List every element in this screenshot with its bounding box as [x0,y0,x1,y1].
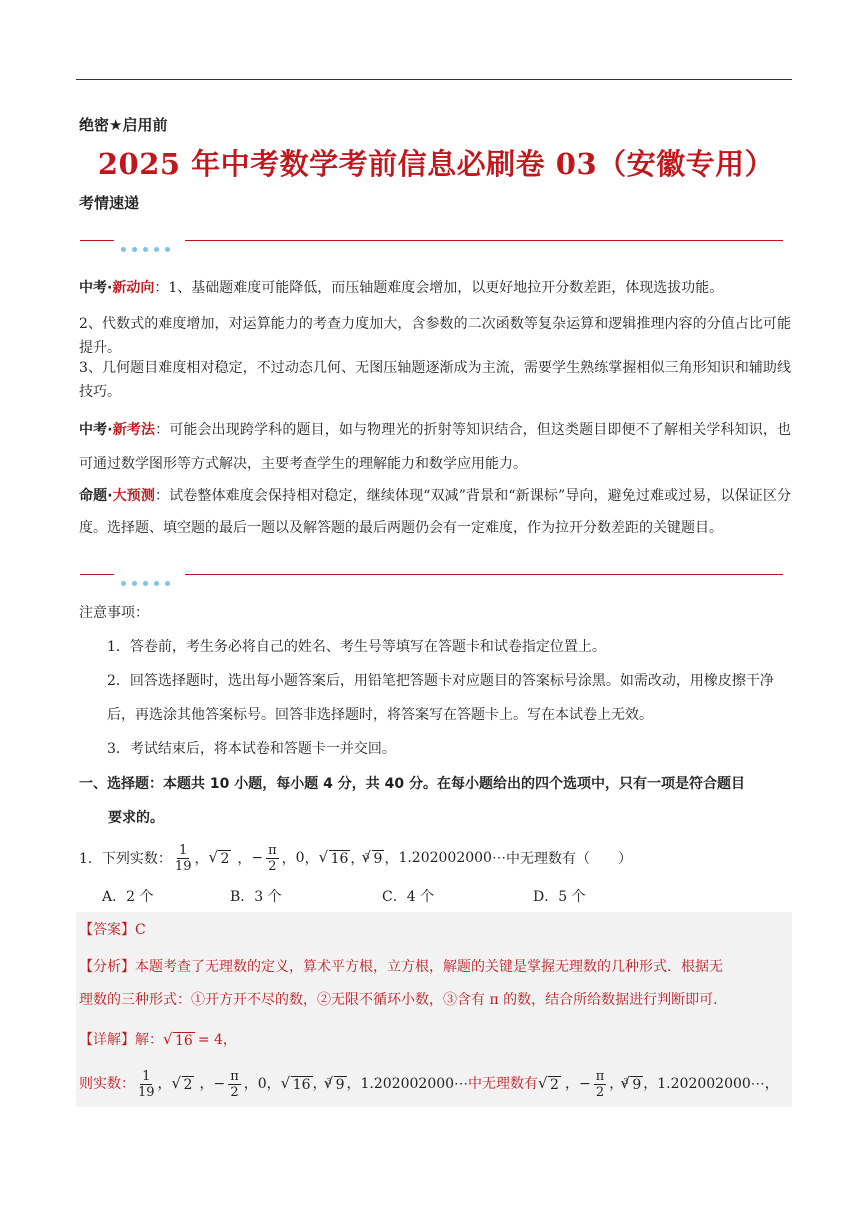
ans-cbrt-9: √ 9 [630,1076,643,1093]
divider-top [80,237,783,245]
section-heading-cont: 要求的。 [108,810,164,826]
method-label-highlight: 新考法 [112,422,156,438]
q1-prefix: 1．下列实数： [79,851,172,867]
detail-line: 【详解】解： √ 16 = 4， [79,1025,791,1055]
trend-label-highlight: 新动向 [112,280,155,296]
predict-label-highlight: 大预测 [112,488,156,504]
notice-item-3: 3．考试结束后，将本试卷和答题卡一并交回。 [107,741,396,757]
section-heading: 一、选择题：本题共 10 小题，每小题 4 分，共 40 分。在每小题给出的四个选项中，只有一项是符合题目 [79,776,745,792]
trend-label-prefix: 中考· [79,280,113,296]
cube-root-index: 3 [364,851,370,861]
notice-title: 注意事项： [79,605,149,621]
q1-suffix: 中无理数有（ ） [505,851,632,867]
then-sqrt-2: √ 2 [182,1076,195,1093]
cbrt-9: √ 9 [372,850,385,867]
divider-bottom [80,571,783,579]
repeating-decimal: 1.202002000⋯ [398,850,506,866]
then-sqrt-16: √ 16 [291,1076,313,1093]
method-label-prefix: 中考· [79,422,113,438]
ans-sqrt-2: √ 2 [548,1076,561,1093]
page-title: 2025 年中考数学考前信息必刷卷 03（安徽专用） [97,147,775,181]
option-a[interactable]: A．2 个 [102,889,154,905]
sqrt-2: √ 2 [218,850,231,867]
then-line: 则实数： $\frac{1}{19}$ ， √ 2 ， − $\frac{\pi}{2}$ ， 0 ， √ 16 ， 3 √ 9 ， 1.202002000⋯ 中无理数有 √ 2 ， − $\frac{\pi}{2}$ ， 3 √ 9 ， 1.202002000⋯ ， [79,1064,791,1104]
method-text: ：可能会出现跨学科的题目，如与物理光的折射等知识结合，但这类题目即便不了解相关学科知识，也可通过数学图形等方式解决，主要考查学生的理解能力和数学应用能力。 [79,422,792,472]
zero: 0 [295,850,305,866]
answer-line: 【答案】C [79,922,146,938]
fraction-pi-2: $\frac{\pi}{2}$ [268,842,277,874]
option-c[interactable]: C．4 个 [382,889,435,905]
method-paragraph [79,413,791,481]
predict-paragraph [79,480,791,544]
confidential-label: 绝密★启用前 [79,116,168,134]
analysis-line-1: 【分析】本题考查了无理数的定义，算术平方根，立方根，解题的关键是掌握无理数的几种形式．根据无 [79,959,723,975]
trend-line2: 2、代数式的难度增加，对运算能力的考查力度加大，含参数的二次函数等复杂运算和逻辑推理内容的分值占比可能提升。 [79,316,791,356]
detail-sqrt-16: √ 16 [173,1032,195,1049]
ans-fraction-pi-2: $\frac{\pi}{2}$ [595,1068,605,1100]
question-1: 1．下列实数： $\frac{1}{19}$ ， √ 2 ， − $\frac{\pi}{2}$ ， 0 ， √ 16 ， 3 √ 9 ， 1.202002000⋯ 中无理数有（ ） [79,838,632,878]
predict-text: ：试卷整体难度会保持相对稳定，继续体现“双减”背景和“新课标”导向，避免过难或过易，以保证区分度。选择题、填空题的最后一题以及解答题的最后两题仍会有一定难度，作为拉开分数差距的关键题目。 [79,488,791,536]
notice-item-2-text: 2．回答选择题时，选出每小题答案后，用铅笔把答题卡对应题目的答案标号涂黑。如需改动，用橡皮擦干净后，再选涂其他答案标号。回答非选择题时，将答案写在答题卡上。写在本试卷上无效。 [107,673,774,723]
option-b[interactable]: B．3 个 [230,889,282,905]
notice-item-1: 1．答卷前，考生务必将自己的姓名、考生号等填写在答题卡和试卷指定位置上。 [107,639,606,655]
then-cbrt-9: √ 9 [334,1076,347,1093]
then-fraction-1-19: $\frac{1}{19}$ [138,1068,155,1100]
trend-line1: ：1、基础题难度可能降低，而压轴题难度会增加，以更好地拉开分数差距，体现选拔功能。 [154,280,724,296]
predict-label-prefix: 命题· [79,488,113,504]
exam-info-heading: 考情速递 [79,194,140,212]
sqrt-16: √ 16 [329,850,351,867]
trend-line3: 3、几何题目难度相对稳定，不过动态几何、无图压轴题逐渐成为主流，需要学生熟练掌握相似三角形知识和辅助线技巧。 [79,360,791,400]
then-fraction-pi-2: $\frac{\pi}{2}$ [230,1068,239,1100]
option-d[interactable]: D．5 个 [533,889,586,905]
analysis-line-2: 理数的三种形式：①开方开不尽的数，②无限不循环小数，③含有 π 的数，结合所给数据进行判断即可． [79,992,728,1008]
fraction-1-19: $\frac{1}{19}$ [174,842,192,874]
top-rule [76,79,792,80]
trend-paragraph [79,276,791,300]
notice-item-2 [107,664,791,732]
